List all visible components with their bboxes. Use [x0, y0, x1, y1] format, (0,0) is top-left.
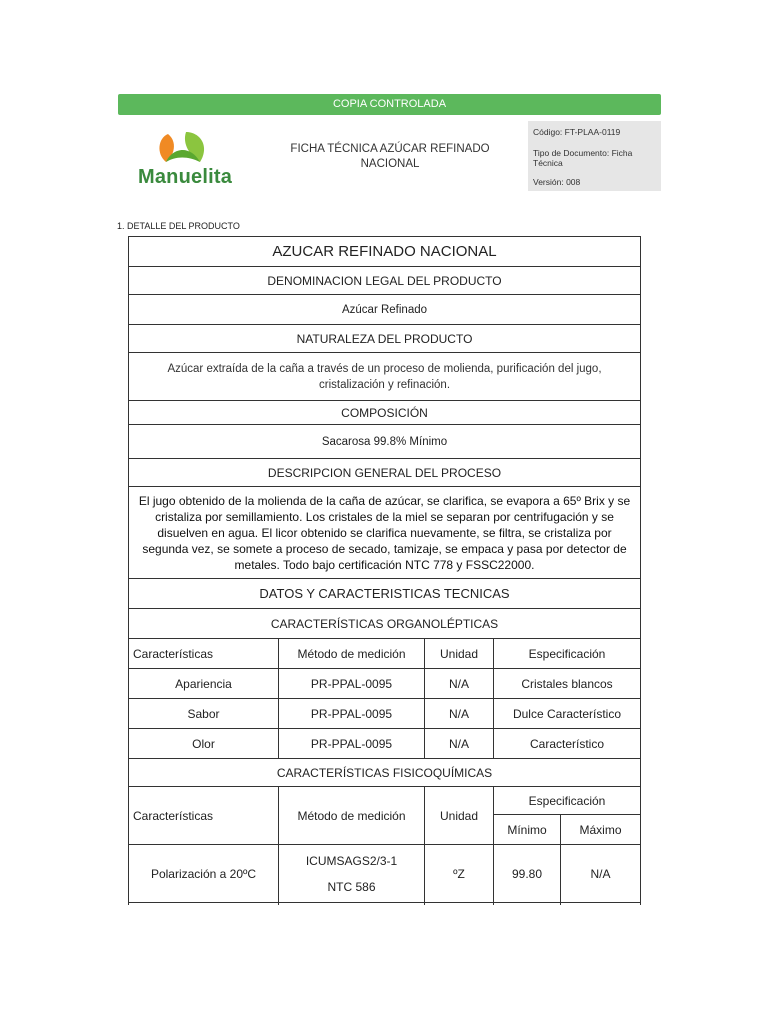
legal-name-header: DENOMINACION LEGAL DEL PRODUCTO [129, 267, 641, 295]
table-row [129, 729, 641, 759]
phys-cell-characteristic: Polarización a 20ºC [129, 845, 279, 903]
phys-col-method: Método de medición [279, 787, 425, 845]
org-col-spec: Especificación [494, 639, 641, 669]
phys-col-unit: Unidad [425, 787, 494, 845]
document-code: Código: FT-PLAA-0119 [533, 127, 621, 137]
phys-col-characteristic: Características [129, 787, 279, 845]
process-header: DESCRIPCION GENERAL DEL PROCESO [129, 459, 641, 487]
phys-cell-min: 99.80 [494, 845, 561, 903]
phys-cell-unit: ºZ [425, 845, 494, 903]
process-text: El jugo obtenido de la molienda de la caña de azúcar, se clarifica, se evapora a 65º Brix y se cristaliza por semillamiento. Los cristales de la miel se separan por centrifugación y se disuelven en agua. El licor obtenido se clarifica nuevamente, se filtra, se cristaliza por segunda vez, se somete a proceso de secado, tamizaje, se empaca y pasa por detector de metales. Todo bajo certificación NTC 778 y FSSC22000. [129, 487, 641, 579]
section-label: 1. DETALLE DEL PRODUCTO [117, 221, 240, 231]
phys-cell-max: N/A [561, 845, 641, 903]
phys-cell-method-1: ICUMSAGS2/3-1 [305, 853, 398, 868]
org-cell-unit: N/A [425, 699, 494, 729]
org-cell-method: PR-PPAL-0095 [279, 699, 425, 729]
phys-cell-method-2: NTC 586 [327, 879, 376, 894]
document-version: Versión: 008 [533, 177, 581, 187]
table-row [129, 845, 641, 903]
controlled-copy-banner: COPIA CONTROLADA [118, 94, 661, 115]
phys-col-spec: Especificación [494, 787, 641, 815]
org-cell-characteristic: Olor [129, 729, 279, 759]
nature-text: Azúcar extraída de la caña a través de un proceso de molienda, purificación del jugo, cristalización y refinación. [129, 353, 641, 401]
logo-wordmark: Manuelita [138, 166, 233, 188]
table-row [129, 699, 641, 729]
org-cell-spec: Cristales blancos [494, 669, 641, 699]
phys-col-max: Máximo [561, 815, 641, 845]
document-meta-box [528, 121, 661, 191]
nature-header: NATURALEZA DEL PRODUCTO [129, 325, 641, 353]
org-cell-spec: Característico [494, 729, 641, 759]
org-cell-characteristic: Sabor [129, 699, 279, 729]
organoleptic-header: CARACTERÍSTICAS ORGANOLÉPTICAS [129, 609, 641, 639]
org-cell-spec: Dulce Característico [494, 699, 641, 729]
document-type: Tipo de Documento: Ficha Técnica [533, 148, 633, 168]
composition-text: Sacarosa 99.8% Mínimo [129, 425, 641, 459]
org-cell-unit: N/A [425, 669, 494, 699]
product-spec-table [128, 236, 641, 943]
org-col-characteristic: Características [129, 639, 279, 669]
org-cell-method: PR-PPAL-0095 [279, 669, 425, 699]
legal-name: Azúcar Refinado [129, 295, 641, 325]
org-col-unit: Unidad [425, 639, 494, 669]
org-cell-unit: N/A [425, 729, 494, 759]
table-row [129, 669, 641, 699]
composition-header: COMPOSICIÓN [129, 401, 641, 425]
org-col-method: Método de medición [279, 639, 425, 669]
org-cell-characteristic: Apariencia [129, 669, 279, 699]
phys-col-min: Mínimo [494, 815, 561, 845]
document-title: FICHA TÉCNICA AZÚCAR REFINADO NACIONAL [290, 143, 490, 170]
org-cell-method: PR-PPAL-0095 [279, 729, 425, 759]
tech-data-header: DATOS Y CARACTERISTICAS TECNICAS [129, 579, 641, 609]
page-bottom-margin [0, 905, 768, 1024]
product-title: AZUCAR REFINADO NACIONAL [129, 237, 641, 267]
physchem-header: CARACTERÍSTICAS FISICOQUÍMICAS [129, 759, 641, 787]
